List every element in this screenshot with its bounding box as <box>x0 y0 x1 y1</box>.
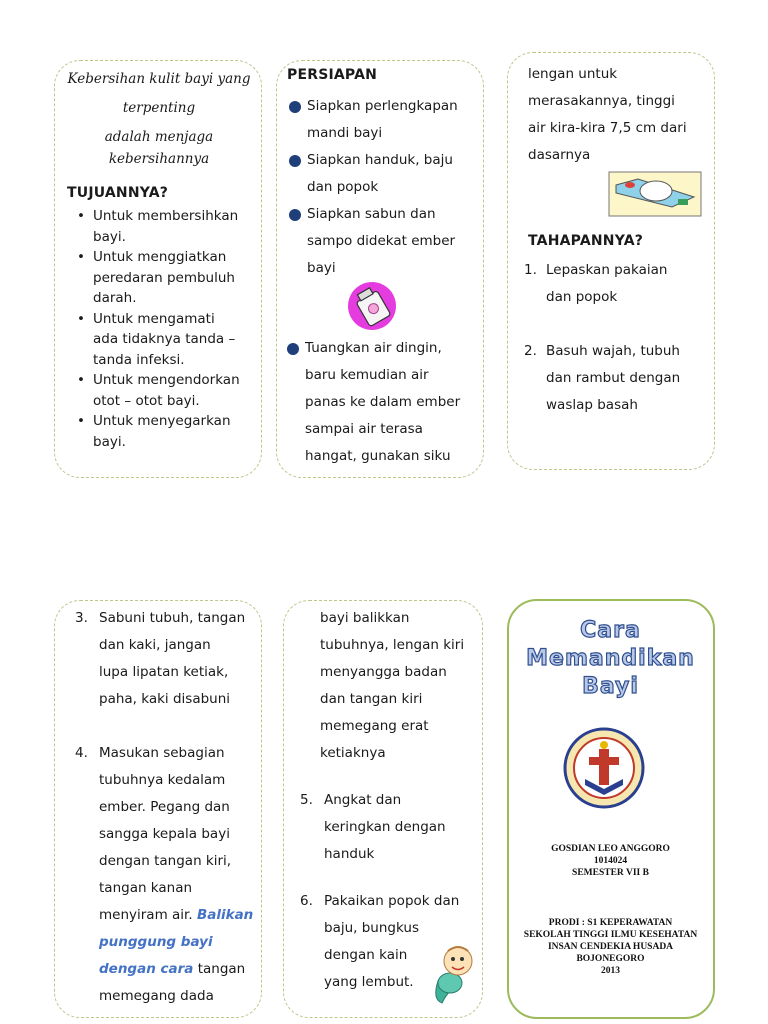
bullet-dot-icon <box>289 101 301 113</box>
list-item: Siapkan handuk, baju dan popok <box>287 147 483 201</box>
institution-info: PRODI : S1 KEPERAWATAN SEKOLAH TINGGI ILMU KESEHATAN INSAN CENDEKIA HUSADA BOJONEGORO 2013 <box>523 918 698 976</box>
panel-persiapan <box>276 60 484 478</box>
panel-tahapan <box>507 52 715 470</box>
bullet-dot-icon <box>287 343 299 355</box>
list-item: • Untuk menggiatkan peredaran pembuluh darah. <box>71 247 261 309</box>
list-item: • Untuk membersihkan bayi. <box>71 206 261 247</box>
list-item: 4. Masukan sebagian tubuhnya kedalam ember. Pegang dan sangga kepala bayi dengan tangan kiri, tangan kanan menyiram air. Balikan punggung bayi dengan cara tangan memegang dada <box>75 745 254 1004</box>
list-item: Tuangkan air dingin, baru kemudian air panas ke dalam ember sampai air terasa hangat, gunakan siku <box>285 335 483 470</box>
continued-text: bayi balikkan tubuhnya, lengan kiri menyangga badan dan tangan kiri memegang erat ketiaknya <box>320 610 465 761</box>
college-emblem-icon <box>563 727 645 809</box>
panel-steps-3-4 <box>54 600 262 1018</box>
persiapan-item-4 <box>285 335 483 470</box>
intro-text: Kebersihan kulit bayi yang terpenting adalah menjaga kebersihannya <box>67 71 251 167</box>
list-item: • Untuk mengamati ada tidaknya tanda – tanda infeksi. <box>71 309 261 371</box>
list-item: 2. Basuh wajah, tubuh dan rambut dengan waslap basah <box>524 343 681 413</box>
list-item: • Untuk mengendorkan otot – otot bayi. <box>71 370 261 411</box>
bullet-dot-icon <box>289 209 301 221</box>
list-item: 6. Pakaikan popok dan baju, bungkus dengan kain yang lembut. <box>300 893 460 990</box>
author-info: GOSDIAN LEO ANGGORO 1014024 SEMESTER VII B <box>551 844 670 878</box>
list-item: 1. Lepaskan pakaian dan popok <box>524 262 668 305</box>
list-item: Siapkan perlengkapan mandi bayi <box>287 93 483 147</box>
persiapan-heading: PERSIAPAN <box>287 67 378 83</box>
cover-title: Cara Memandikan Bayi <box>526 618 695 699</box>
persiapan-list <box>287 93 483 282</box>
tujuan-list <box>71 206 261 452</box>
soap-bottle-icon <box>345 281 399 331</box>
tahapan-list <box>524 257 712 419</box>
cover-panel <box>507 599 715 1019</box>
tujuan-heading: TUJUANNYA? <box>67 185 169 201</box>
tahapan-heading: TAHAPANNYA? <box>528 233 644 249</box>
list-item: 3. Sabuni tubuh, tangan dan kaki, jangan lupa lipatan ketiak, paha, kaki disabuni <box>75 610 246 707</box>
bullet-dot-icon <box>289 155 301 167</box>
list-item: 5. Angkat dan keringkan dengan handuk <box>300 792 446 862</box>
steps-list <box>75 605 261 1010</box>
panel-tujuan <box>54 60 262 478</box>
list-item: • Untuk menyegarkan bayi. <box>71 411 261 452</box>
baby-bathtub-icon <box>608 171 702 217</box>
continued-text: lengan untuk merasakannya, tinggi air kira-kira 7,5 cm dari dasarnya <box>528 66 687 163</box>
panel-steps-5-6 <box>283 600 483 1018</box>
list-item: Siapkan sabun dan sampo didekat ember bayi <box>287 201 483 282</box>
baby-mermaid-icon <box>428 941 480 1005</box>
